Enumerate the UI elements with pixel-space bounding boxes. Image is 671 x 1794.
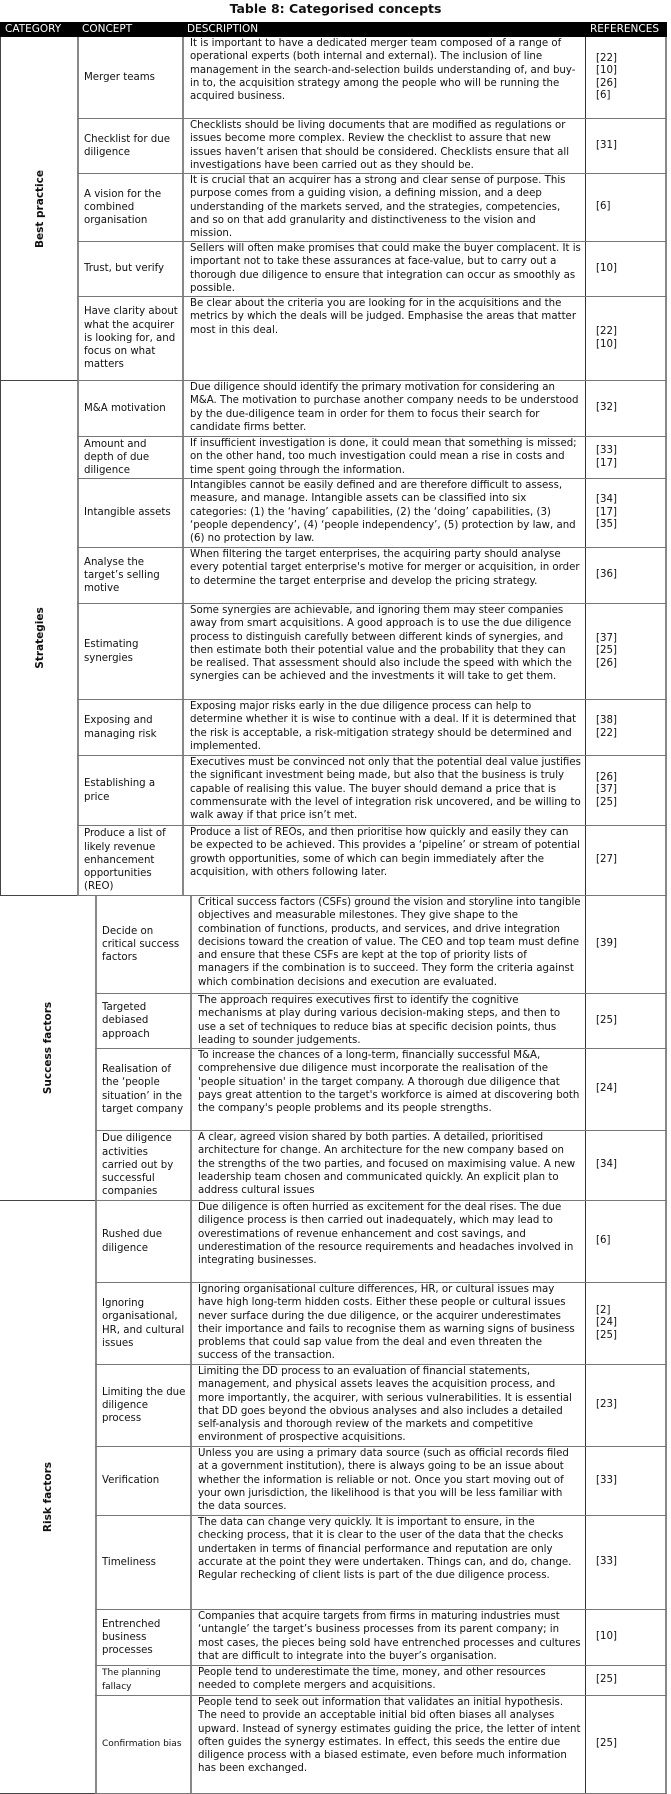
concept-cell: Amount and depth of due diligence xyxy=(77,437,182,478)
description-cell: The approach requires executives first to identify the cognitive mechanisms at play during various decision-making steps, and then to use a set of techniques to reduce bias at specific decision points, thus leading to sounder judgements. xyxy=(190,994,585,1048)
description-cell: Sellers will often make promises that could make the buyer complacent. It is important not to take these assurances at face-value, but to carry out a thorough due diligence to ensure that integration can occur as smoothly as possible. xyxy=(182,242,585,296)
concept-cell: Establishing a price xyxy=(77,756,182,825)
description-cell: Critical success factors (CSFs) ground the vision and storyline into tangible objectives and measurable milestones. They give shape to the combination of functions, products, and services, and drive integration decisions toward the creation of value. The CEO and top team must define and ensure that these CSFs are kept at the top of priority lists of managers if the combination is to succeed. They form the criteria against which combination decisions and execution are evaluated. xyxy=(190,896,585,993)
category-label: Strategies xyxy=(33,607,46,669)
table-row xyxy=(77,756,667,826)
concept-cell: The planning fallacy xyxy=(95,1666,190,1695)
table-row xyxy=(95,1049,667,1131)
reference-link[interactable]: [6] xyxy=(596,1235,611,1247)
references-cell xyxy=(585,479,667,547)
concept-cell: Limiting the due diligence process xyxy=(95,1365,190,1446)
section-best-practice xyxy=(0,37,667,381)
description-cell: If insufficient investigation is done, it could mean that something is missed; on the other hand, too much investigation could mean a rise in costs and time spent going through the information. xyxy=(182,437,585,478)
references-cell xyxy=(585,1610,667,1665)
references-cell xyxy=(585,700,667,755)
description-cell: Unless you are using a primary data source (such as official records filed at a government institution), there is always going to be an issue about whether the information is reliable or not. Once you start moving out of your own jurisdiction, the likelihood is that you will be less familiar with the data sources. xyxy=(190,1447,585,1515)
concept-cell: Ignoring organisational, HR, and cultural issues xyxy=(95,1283,190,1364)
references-cell xyxy=(585,1447,667,1515)
table-row xyxy=(95,1201,667,1283)
reference-link[interactable]: [25] xyxy=(596,1738,617,1750)
concept-cell: Targeted debiased approach xyxy=(95,994,190,1048)
concept-cell: Confirmation bias xyxy=(95,1696,190,1793)
table-row xyxy=(77,604,667,700)
reference-link[interactable]: [33] xyxy=(596,445,617,456)
concept-cell: Estimating synergies xyxy=(77,604,182,699)
references-cell xyxy=(585,756,667,825)
description-cell: To increase the chances of a long-term, financially successful M&A, comprehensive due diligence must incorporate the realisation of the 'people situation' in the target company. A thorough due diligence that pays great attention to the target's workforce is aimed at discovering both the company's people problems and its people strengths. xyxy=(190,1049,585,1130)
description-cell: Produce a list of REOs, and then prioritise how quickly and easily they can be expected to be achieved. This provides a ‘pipeline’ or stream of potential growth opportunities, some of which can begin immediately after the acquisition, with others following later. xyxy=(182,826,585,895)
references-cell xyxy=(585,1696,667,1793)
concept-cell: Analyse the target’s selling motive xyxy=(77,548,182,603)
references-cell xyxy=(585,242,667,296)
reference-link[interactable]: [25] xyxy=(596,645,617,657)
reference-link[interactable]: [23] xyxy=(596,1399,617,1411)
table-row xyxy=(77,174,667,242)
table-row xyxy=(95,1131,667,1201)
reference-link[interactable]: [36] xyxy=(596,569,617,581)
section-risk-factors xyxy=(0,1201,667,1794)
category-label: Best practice xyxy=(33,169,46,248)
references-cell xyxy=(585,1365,667,1446)
concept-cell: Intangible assets xyxy=(77,479,182,547)
reference-link[interactable]: [38] xyxy=(596,715,617,726)
reference-link[interactable]: [39] xyxy=(596,938,617,950)
reference-link[interactable]: [17] xyxy=(596,506,617,518)
reference-link[interactable]: [34] xyxy=(596,1159,617,1171)
table-row xyxy=(77,381,667,437)
table-row xyxy=(95,1666,667,1696)
description-cell: A clear, agreed vision shared by both parties. A detailed, prioritised architecture for change. An architecture for the new company based on the strengths of the two parties, and focused on maximising value. A new leadership team chosen and communicated quickly. An explicit plan to address cultural issues xyxy=(190,1131,585,1200)
reference-link[interactable]: [17] xyxy=(596,457,617,469)
references-cell xyxy=(585,119,667,173)
reference-link[interactable]: [25] xyxy=(596,796,617,808)
concept-cell: Rushed due diligence xyxy=(95,1201,190,1282)
reference-link[interactable]: [10] xyxy=(596,338,617,350)
references-cell xyxy=(585,1283,667,1364)
reference-link[interactable]: [35] xyxy=(596,519,617,531)
references-cell xyxy=(585,1201,667,1282)
reference-link[interactable]: [22] xyxy=(596,326,617,337)
references-cell xyxy=(585,896,667,993)
reference-link[interactable]: [10] xyxy=(596,65,617,76)
concept-cell: Timeliness xyxy=(95,1516,190,1609)
table-title: Table 8: Categorised concepts xyxy=(229,1,442,16)
description-cell: Be clear about the criteria you are looking for in the acquisitions and the metrics by which the deals will be judged. Emphasise the areas that matter most in this deal. xyxy=(182,297,585,380)
reference-link[interactable]: [22] xyxy=(596,52,617,64)
category-label: Risk factors xyxy=(41,1461,54,1533)
reference-link[interactable]: [37] xyxy=(596,784,617,796)
references-cell xyxy=(585,604,667,699)
concept-cell: Checklist for due diligence xyxy=(77,119,182,173)
reference-link[interactable]: [32] xyxy=(596,402,617,414)
description-cell: It is important to have a dedicated merger team composed of a range of operational experts (both internal and external). The inclusion of line management in the search-and-selection builds understanding of, and buy-in to, the acquisition strategy among the people who will be running the acquired business. xyxy=(182,37,585,118)
description-cell: It is crucial that an acquirer has a strong and clear sense of purpose. This purpose comes from a guiding vision, a defining mission, and a deep understanding of the markets served, and the strategies, competencies, and so on that add granularity and distinctiveness to the vision and mission. xyxy=(182,174,585,241)
references-cell xyxy=(585,994,667,1048)
reference-link[interactable]: [26] xyxy=(596,771,617,783)
concept-cell: Have clarity about what the acquirer is looking for, and focus on what matters xyxy=(77,297,182,380)
concept-cell: Decide on critical success factors xyxy=(95,896,190,993)
references-cell xyxy=(585,548,667,603)
description-cell: Intangibles cannot be easily defined and are therefore difficult to assess, measure, and manage. Intangible assets can be classified into six categories: (1) the ‘having’ capabilities, (2) the ‘doing’ capabilities, (3) ‘people dependency’, (4) ‘people independency’, (5) protection by law, and (6) no protection by law. xyxy=(182,479,585,547)
reference-link[interactable]: [33] xyxy=(596,1556,617,1568)
concept-cell: Due diligence activities carried out by successful companies xyxy=(95,1131,190,1200)
table-row xyxy=(95,1696,667,1794)
references-cell xyxy=(585,1049,667,1130)
reference-link[interactable]: [2] xyxy=(596,1304,611,1316)
reference-link[interactable]: [25] xyxy=(596,1329,617,1341)
header-category: CATEGORY xyxy=(5,23,62,35)
description-cell: Executives must be convinced not only that the potential deal value justifies the significant investment being made, but also that the business is truly capable of realising this value. The buyer should demand a price that is commensurate with the level of integration risk uncovered, and be willing to walk away if that price isn’t met. xyxy=(182,756,585,825)
concept-cell: Entrenched business processes xyxy=(95,1610,190,1665)
header-concept: CONCEPT xyxy=(82,23,133,35)
concept-cell: Realisation of the ‘people situation’ in the target company xyxy=(95,1049,190,1130)
description-cell: Checklists should be living documents that are modified as regulations or issues become more complex. Review the checklist to assure that new issues haven’t arisen that should be considered. Checklists ensure that all investigations have been carried out as they should be. xyxy=(182,119,585,173)
table-row xyxy=(77,37,667,119)
reference-link[interactable]: [24] xyxy=(596,1317,617,1329)
table-row xyxy=(77,826,667,896)
category-cell xyxy=(0,896,95,1201)
table-row xyxy=(77,437,667,479)
description-cell: Due diligence should identify the primary motivation for considering an M&A. The motivation to purchase another company needs to be understood by the due-diligence team in order for them to focus their search for candidate firms better. xyxy=(182,381,585,436)
table-row xyxy=(95,1447,667,1516)
reference-link[interactable]: [24] xyxy=(596,1083,617,1095)
references-cell xyxy=(585,437,667,478)
description-cell: Ignoring organisational culture differences, HR, or cultural issues may have high long-term hidden costs. Either these people or cultural issues never surface during the due diligence, or the acquirer underestimates their importance and fails to recognise them as warning signs of business problems that could sap value from the deal and even threaten the success of the transaction. xyxy=(190,1283,585,1364)
description-cell: Some synergies are achievable, and ignoring them may steer companies away from smart acquisitions. A good approach is to use the due diligence process to distinguish carefully between different kinds of synergies, and then estimate both their potential value and the probability that they can be realised. That assessment should also include the speed with which the synergies can be achieved and the investments it will take to get them. xyxy=(182,604,585,699)
references-cell xyxy=(585,1666,667,1695)
description-cell: When filtering the target enterprises, the acquiring party should analyse every potential target enterprise's motive for merger or acquisition, in order to determine the target enterprise and develop the pricing strategy. xyxy=(182,548,585,603)
reference-link[interactable]: [31] xyxy=(596,139,617,151)
table-row xyxy=(95,1610,667,1666)
references-cell xyxy=(585,826,667,895)
concept-cell: Merger teams xyxy=(77,37,182,118)
category-cell xyxy=(0,37,78,381)
references-cell xyxy=(585,297,667,380)
references-cell xyxy=(585,381,667,436)
table-row xyxy=(77,700,667,756)
table-row xyxy=(95,896,667,994)
reference-link[interactable]: [10] xyxy=(596,262,617,274)
reference-link[interactable]: [27] xyxy=(596,854,617,866)
references-cell xyxy=(585,1131,667,1200)
table-row xyxy=(95,1365,667,1447)
description-cell: Due diligence is often hurried as excitement for the deal rises. The due diligence process is then carried out inadequately, which may lead to overestimations of revenue enhancement and cost savings, and underestimation of the resource requirements and headaches involved in integrating businesses. xyxy=(190,1201,585,1282)
reference-link[interactable]: [25] xyxy=(596,1674,617,1686)
reference-link[interactable]: [33] xyxy=(596,1474,617,1486)
description-cell: Companies that acquire targets from firms in maturing industries must ‘untangle’ the target’s business processes from its parent company; in most cases, the pieces being sold have entrenched processes and cultures that are difficult to integrate into the buyer’s organisation. xyxy=(190,1610,585,1665)
concept-cell: M&A motivation xyxy=(77,381,182,436)
concept-cell: Produce a list of likely revenue enhancement opportunities (REO) xyxy=(77,826,182,895)
category-cell xyxy=(0,1201,95,1794)
section-success-factors xyxy=(0,896,667,1201)
category-cell xyxy=(0,381,78,896)
description-cell: The data can change very quickly. It is important to ensure, in the checking process, that it is clear to the user of the data that the checks undertaken in terms of financial performance and reputation are only accurate at the point they were undertaken. Things can, and do, change. Regular rechecking of client lists is part of the due diligence process. xyxy=(190,1516,585,1609)
table-row xyxy=(95,1516,667,1610)
references-cell xyxy=(585,37,667,118)
header-description: DESCRIPTION xyxy=(187,23,259,35)
reference-link[interactable]: [6] xyxy=(596,90,611,101)
description-cell: People tend to underestimate the time, money, and other resources needed to complete mergers and acquisitions. xyxy=(190,1666,585,1695)
header-references: REFERENCES xyxy=(590,23,660,35)
references-cell xyxy=(585,1516,667,1609)
table-row xyxy=(77,119,667,174)
reference-link[interactable]: [25] xyxy=(596,1014,617,1026)
concept-cell: Trust, but verify xyxy=(77,242,182,296)
reference-link[interactable]: [10] xyxy=(596,1631,617,1643)
reference-link[interactable]: [26] xyxy=(596,77,617,89)
reference-link[interactable]: [34] xyxy=(596,494,617,506)
description-cell: Exposing major risks early in the due diligence process can help to determine whether it is wise to continue with a deal. If it is determined that the risk is acceptable, a risk-mitigation strategy should be determined and implemented. xyxy=(182,700,585,755)
description-cell: People tend to seek out information that validates an initial hypothesis. The need to provide an acceptable initial bid often biases all analyses upward. Instead of synergy estimates guiding the price, the letter of intent often guides the synergy estimates. In effect, this seeds the entire due diligence process with a biased estimate, even before much information has been exchanged. xyxy=(190,1696,585,1793)
table-row xyxy=(77,548,667,604)
table-row xyxy=(77,479,667,548)
concept-cell: A vision for the combined organisation xyxy=(77,174,182,241)
table-row xyxy=(95,1283,667,1365)
table-row xyxy=(77,242,667,297)
concept-cell: Exposing and managing risk xyxy=(77,700,182,755)
concept-cell: Verification xyxy=(95,1447,190,1515)
table-row xyxy=(95,994,667,1049)
section-strategies xyxy=(0,381,667,896)
reference-link[interactable]: [37] xyxy=(596,632,617,644)
table-row xyxy=(77,297,667,381)
reference-link[interactable]: [26] xyxy=(596,657,617,669)
reference-link[interactable]: [22] xyxy=(596,727,617,739)
reference-link[interactable]: [6] xyxy=(596,201,611,213)
references-cell xyxy=(585,174,667,241)
description-cell: Limiting the DD process to an evaluation of financial statements, management, and physical assets leaves the acquisition process, and more importantly, the acquirer, with serious vulnerabilities. It is essential that DD goes beyond the obvious analyses and also includes a detailed self-analysis and thorough review of the markets and competitive environment of prospective acquisitions. xyxy=(190,1365,585,1446)
category-label: Success factors xyxy=(41,1001,54,1095)
table-header xyxy=(0,22,667,37)
